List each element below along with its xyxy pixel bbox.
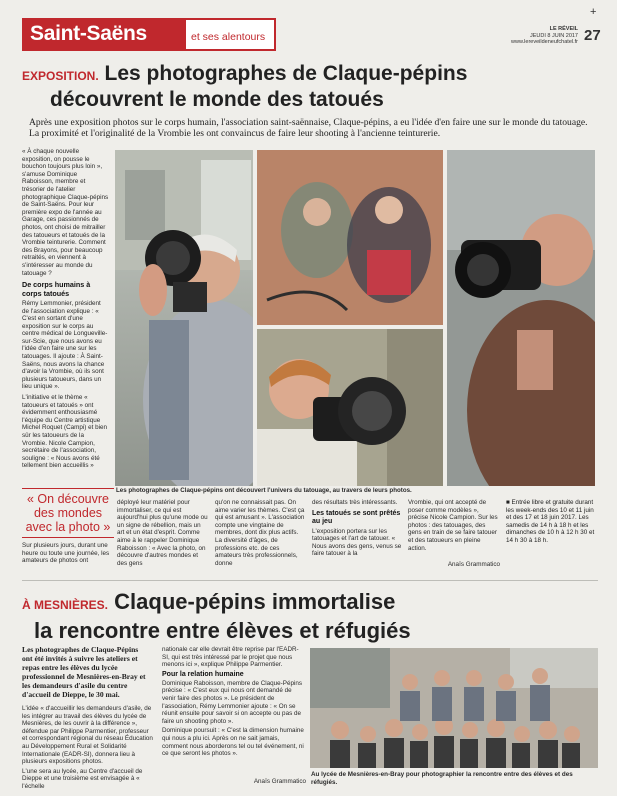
article1-paragraph: Rémy Lemmonier, président de l'association explique : « C'est en sortant d'une exposition sur le corps au centre médical de Longueville-sur-Scie, que nous avons eu l'idée d'en faire une sur les tatouages. Il ajoute : À Saint-Saëns, nous avons la chance d'avoir la Vrombie, où ils sont plusieurs tatoueurs, dans un lieu unique ».: [22, 299, 108, 391]
article1-title-line1: Les photographes de Claque-pépins: [104, 62, 468, 85]
article2-paragraph: nationale car elle devrait être reprise par l'EADR-SI, qui est très intéressé par le projet que nous menons ici », explique Philippe Parmentier.: [162, 646, 299, 669]
article2-column1: [22, 705, 154, 791]
masthead-info: [478, 26, 578, 46]
article1-bottom-col1: Sur plusieurs jours, durant une heure ou toute une journée, les amateurs de photos ont: [22, 542, 110, 565]
article2-headline: [22, 589, 602, 643]
article2-paragraph: Dominique poursuit : « C'est la dimension humaine qui nous a plu ici. Après on ne sait jamais, comment nous aborderons tel ou tel événement, ni ce que seront les photos ».: [162, 727, 304, 758]
article2-lead: Les photographes de Claque-Pépins ont été invités à suivre les ateliers et repas entre les élèves du lycée professionnel de Mesnières-en-Bray et les demandeurs d'asile du centre d'accueil de Dieppe, le 30 mai.: [22, 645, 146, 699]
man-photographer-illustration: [447, 150, 595, 486]
article2-paragraph: L'idée « d'accueillir les demandeurs d'asile, de les intégrer au travail des élèves du lycée de Mesnières, de les ouvrir à la différence », défendue par Philippe Parmentier, professeur et correspondant régional du réseau Éducation au Développement Rural et Solidarité Internationale (EADR-SI), donnera lieu à plusieurs expositions photos.: [22, 705, 153, 766]
photo-photographer-right: [447, 150, 595, 486]
article1-photo-caption: Les photographes de Claque-pépins ont découvert l'univers du tatouage, au travers de leurs photos.: [116, 487, 412, 494]
article-divider: [22, 580, 598, 581]
article2-photo-caption: Au lycée de Mesnières-en-Bray pour photographier la rencontre entre des élèves et des réfugiés.: [311, 771, 573, 786]
article1-subhead: Les tatoués se sont prêtés au jeu: [312, 509, 401, 525]
photo-group: [310, 648, 598, 768]
photographer-illustration: [115, 150, 253, 486]
photo-photographer-left: [115, 150, 253, 486]
article2-column2: [162, 646, 304, 758]
article1-bottom-col5: Vrombie, qui ont accepté de poser comme modèles », précise Nicole Campion. Sur les photos : des tatouages, des gens en train de se faire tatouer et des tatoueurs en pleine action.: [408, 499, 498, 552]
section-banner: [22, 18, 276, 51]
article2-kicker: À MESNIÈRES.: [22, 598, 109, 612]
article1-info-box: ■ Entrée libre et gratuite durant les week-ends des 10 et 11 juin et des 17 et 18 juin 2017. Les samedis de 14 h à 18 h et les dimanches de 10 h à 12 h 30 et 14 h 30 à 18 h.: [506, 499, 595, 544]
article2-signature: Anaïs Grammatico: [253, 778, 306, 785]
article1-paragraph: « À chaque nouvelle exposition, on pousse le bouchon toujours plus loin », s'amuse Dominique Raboisson, membre et trésorier de l'atelier photographique Claque-pépins de Saint-Saëns. Pour leur première expo de l'année au Garage, ces passionnés de photos, ont choisi de mitrailler des tatoueurs et tatoués de la Vrombie teinturerie. Comment des Brayons, pour beaucoup retraités, en viennent à s'intéresser au monde du tatouage ?: [22, 148, 109, 277]
article1-bottom-col4: [312, 499, 404, 558]
paper-name: LE RÉVEIL: [549, 26, 578, 32]
article1-title-line2: découvrent le monde des tatoués: [50, 88, 384, 111]
article2-title-line2: la rencontre entre élèves et réfugiés: [34, 618, 411, 643]
article2-subhead: Pour la relation humaine: [162, 670, 244, 678]
article1-signature: Anaïs Grammatico: [447, 561, 500, 568]
page-number: 27: [584, 27, 601, 44]
photo-photographer-center: [257, 329, 443, 486]
article1-kicker: EXPOSITION.: [22, 69, 99, 83]
article2-paragraph: L'une sera au lycée, au Centre d'accueil de Dieppe et une troisième est envisagée à « l'échelle: [22, 767, 143, 790]
photo-tattoo: [257, 150, 443, 325]
crop-mark: +: [590, 6, 597, 18]
article1-bottom-col3: qu'on ne connaissait pas. On aime varier les thèmes. C'est ça qui est amusant ». L'association compte une vingtaine de membres, dont dix plus actifs. La diversité d'âges, de professions etc. de ces amateurs très professionnels, donne: [215, 499, 305, 567]
issue-date: JEUDI 8 JUIN 2017: [530, 32, 578, 39]
article1-paragraph: L'exposition portera sur les tatouages et l'art de tatouer. « Nous avons des gens, venus se faire tatouer à la: [312, 527, 402, 558]
section-subtitle: et ses alentours: [191, 31, 266, 43]
article1-bottom-col2: déployé leur matériel pour immortaliser, ce qui est aujourd'hui plus qu'une mode ou un signe de rébellion, mais un art et un état d'esprit. Comme aime à le rappeler Dominique Raboisson : « Avec la photo, on découvre d'autres mondes et des gens: [117, 499, 208, 567]
section-title: Saint-Saëns: [30, 22, 147, 45]
article1-paragraph: L'initiative et le thème « tatoueurs et tatoués » ont évidemment enthousiasmé l'équipe du Centre artistique Michel Roquet (Campi) et bien sûr les tatoueurs de la Vrombie. Nicole Campion, secrétaire de l'association, souligne : « Nous avons été tellement bien accueillis »: [22, 394, 108, 470]
article1-subhead: De corps humains à corps tatoués: [22, 280, 91, 298]
website: www.lereveildeneufchatel.fr: [511, 39, 578, 45]
article2-title-line1: Claque-pépins immortalise: [114, 589, 396, 614]
group-photo-illustration: [310, 648, 598, 768]
article1-paragraph: des résultats très intéressants.: [312, 499, 398, 506]
article1-headline: [22, 62, 602, 112]
article1-column1: [22, 148, 109, 470]
article1-lead: Après une exposition photos sur le corps humain, l'association saint-saënnaise, Claque-pépins, a eu l'idée d'en faire une sur le monde du tatouage. La proximité et l'originalité de la Vrombie les ont convaincus de faire leur shooting à l'ancienne teinturerie.: [29, 117, 588, 140]
article2-paragraph: Dominique Raboisson, membre de Claque-Pépins précise : « C'est eux qui nous ont demandé de venir faire des photos ». Le président de l'association, Rémy Lemmonier ajoute : « On se réunit ensuite pour savoir si on accepte ou pas de faire un shooting photo ».: [162, 679, 303, 725]
pull-quote: « On découvre des mondes avec la photo »: [22, 488, 114, 538]
tattoo-illustration: [257, 150, 443, 325]
woman-photographer-illustration: [257, 329, 443, 486]
